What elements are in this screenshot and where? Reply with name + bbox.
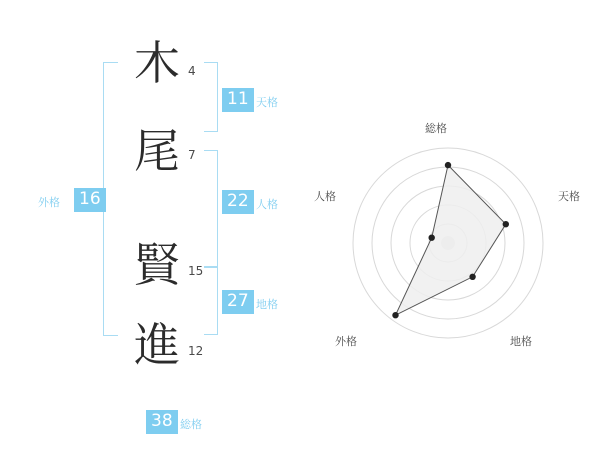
kanji-2-strokes: 7 [188,148,196,162]
jinkaku-label: 人格 [256,198,278,211]
jinkaku-bracket-bottom [204,267,218,268]
kanji-1: 木 [134,36,180,90]
total-value: 38 [146,410,178,434]
chikaku-bracket-bottom [204,334,218,335]
outer-label: 外格 [38,196,60,209]
tenkaku-bracket-bottom [204,131,218,132]
tenkaku-value: 11 [222,88,254,112]
kanji-3-strokes: 15 [188,264,204,278]
jinkaku-value: 22 [222,190,254,214]
chikaku-bracket-side [217,266,218,334]
axis-label-gaikaku: 外格 [335,335,357,348]
jinkaku-bracket-side [217,150,218,268]
tenkaku-label: 天格 [256,96,278,109]
kanji-4-strokes: 12 [188,344,204,358]
tenkaku-bracket-top [204,62,218,63]
axis-label-soukaku: 総格 [425,122,447,135]
radar-chart [300,0,600,470]
kanji-4: 進 [134,318,180,372]
chikaku-bracket-top [204,266,218,267]
kanji-1-strokes: 4 [188,64,196,78]
tenkaku-bracket-side [217,62,218,132]
total-label: 総格 [180,418,202,431]
axis-label-tenkaku: 天格 [558,190,580,203]
radar-chart-svg [300,0,600,470]
name-panel [0,0,300,470]
kanji-3: 賢 [134,238,180,292]
jinkaku-bracket-top [204,150,218,151]
kanji-2: 尾 [134,124,180,178]
axis-label-jinkaku: 人格 [314,190,336,203]
chikaku-label: 地格 [256,298,278,311]
outer-value: 16 [74,188,106,212]
axis-label-chikaku: 地格 [510,335,532,348]
chikaku-value: 27 [222,290,254,314]
